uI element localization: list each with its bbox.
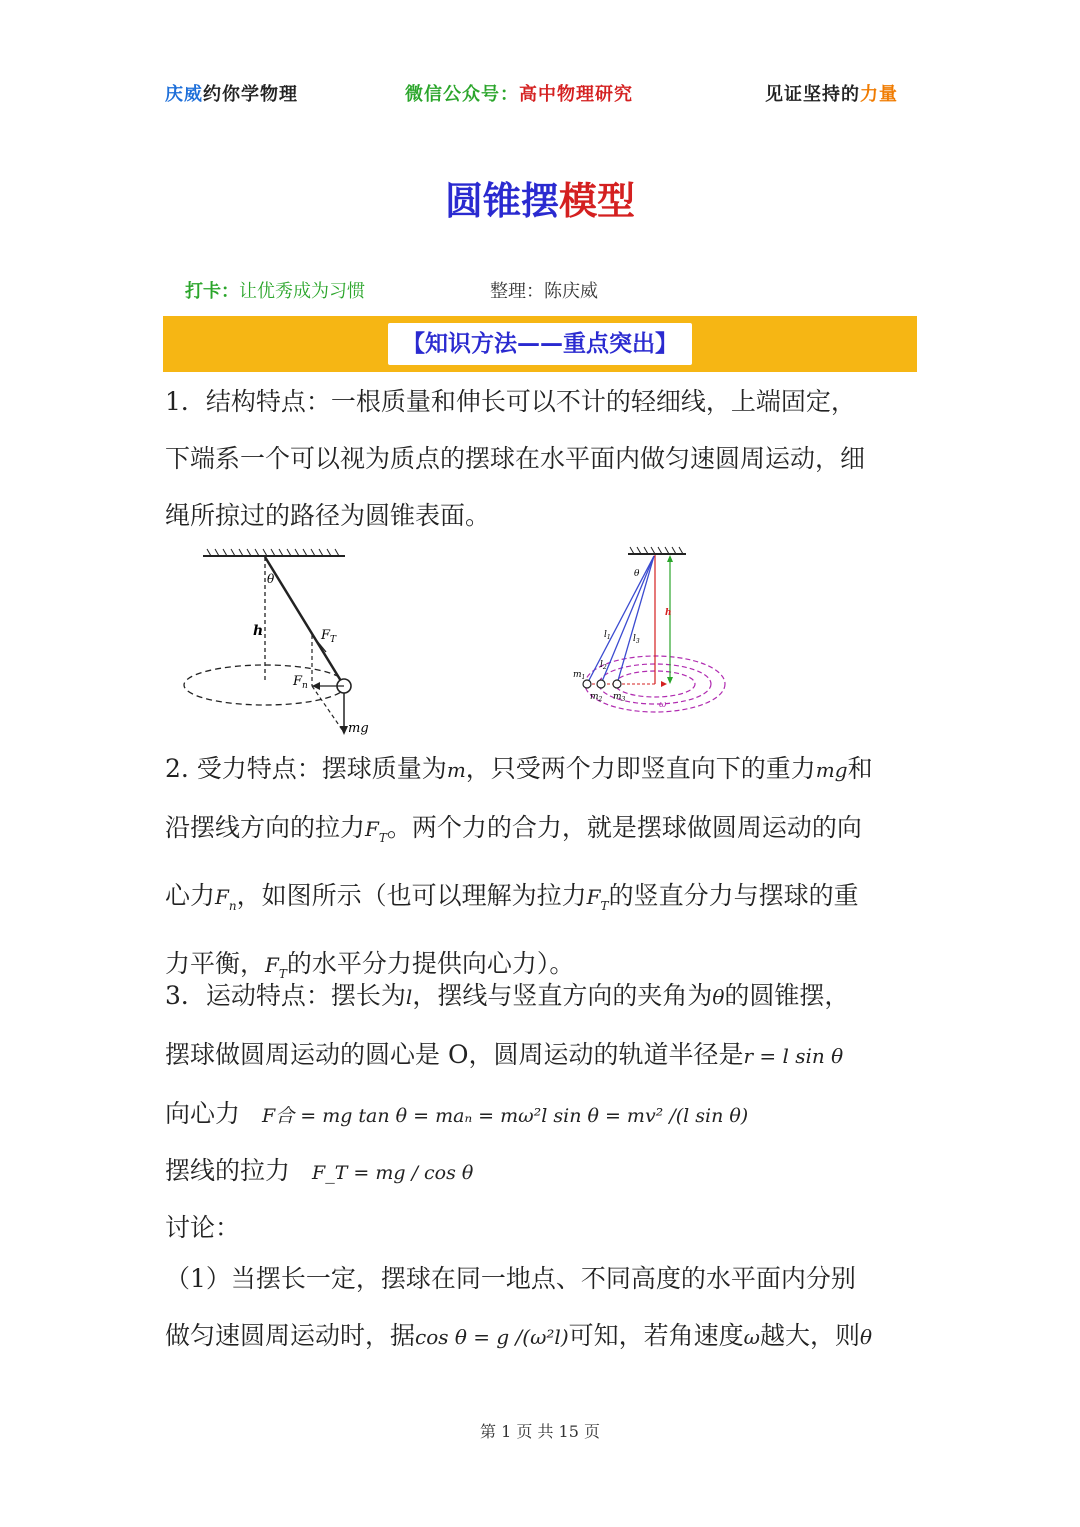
fig2-m3-main: m (613, 692, 622, 702)
fig2-l1-main: l (604, 630, 607, 640)
para2-var-ft-2: F (586, 885, 601, 909)
para4-text-a: 做匀速圆周运动时，据 (165, 1321, 416, 1350)
para2-text-g: ，如图所示（也可以理解为拉力 (236, 881, 587, 910)
fig2-omega-label: ω (659, 700, 667, 710)
fig2-m2-sub: 2 (598, 696, 603, 703)
para3-text-c: 的圆锥摆， (724, 981, 850, 1010)
para2-var-ft-sub: T (378, 831, 387, 845)
fig2-m1-main: m (573, 670, 582, 680)
para2-line2 (165, 799, 917, 867)
para2-text-i: 力平衡， (165, 949, 266, 978)
fig2-l2-label (600, 660, 607, 671)
paragraph-structure (165, 373, 917, 544)
fig2-m3-label (613, 692, 626, 703)
fig2-m1-label (573, 670, 585, 681)
fig1-fn-label (292, 674, 308, 691)
para2-text-e: 。两个力的合力，就是摆球做圆周运动的向 (386, 813, 862, 842)
para3-text-a: 3．运动特点：摆长为 (165, 981, 406, 1010)
para2-line3 (165, 867, 917, 935)
para2-text-c: 和 (847, 754, 873, 783)
fig2-m2-label (590, 692, 603, 703)
fig1-mg-label: mg (348, 721, 369, 736)
fig1-h-label: h (253, 623, 264, 639)
fig1-fn-main: F (293, 674, 303, 689)
para2-text-j: 的水平分力提供向心力）。 (286, 949, 575, 978)
para2-var-fn: F (215, 885, 229, 909)
eq1-label: 向心力 (165, 1099, 241, 1128)
paragraph-motion (165, 967, 917, 1085)
para2-var-ft: F (365, 817, 379, 841)
fig2-m1-sub: 1 (581, 674, 586, 681)
para1-line3: 绳所掠过的路径为圆锥表面。 (165, 501, 491, 530)
para2-text-a: 2. 受力特点：摆球质量为 (165, 754, 447, 783)
para4-var-omega: ω (743, 1325, 760, 1349)
title-part2: 模型 (559, 178, 636, 223)
header-right (765, 80, 898, 106)
para4-line2 (165, 1307, 917, 1366)
fig2-theta-label: θ (634, 569, 640, 579)
header-left-highlight: 庆威 (165, 84, 203, 105)
page-title (0, 170, 1080, 225)
fig2-h-label: h (665, 608, 672, 618)
subheader-right: 整理：陈庆威 (490, 281, 598, 302)
para3-text-d: 摆球做圆周运动的圆心是 O，圆周运动的轨道半径是 (165, 1040, 744, 1069)
header-mid (405, 80, 633, 106)
para2-line1 (165, 740, 917, 799)
subheader-left (185, 277, 365, 303)
equation-tension (165, 1151, 473, 1187)
para2-var-ft-sub-2: T (600, 899, 609, 913)
paragraph-discussion-1 (165, 1250, 917, 1366)
header-mid-account: 高中物理研究 (519, 84, 633, 105)
para4-eq: cos θ = g /(ω²l) (415, 1325, 569, 1349)
para4-var-theta: θ (859, 1325, 873, 1349)
para4-text-b: 可知，若角速度 (568, 1321, 744, 1350)
para2-var-mg: mg (815, 758, 848, 782)
para1-line2: 下端系一个可以视为质点的摆球在水平面内做匀速圆周运动，细 (165, 444, 866, 473)
title-part1: 圆锥摆 (444, 178, 559, 223)
fig2-l3-sub: 3 (635, 638, 640, 645)
fig1-ft-main: F (321, 628, 331, 643)
fig2-l3-label (633, 634, 640, 645)
para1-line1: 1．结构特点：一根质量和伸长可以不计的轻细线，上端固定， (165, 387, 856, 416)
fig2-m2-main: m (590, 692, 599, 702)
section-banner-label: 【知识方法——重点突出】 (388, 323, 692, 365)
fig1-ft-sub: T (330, 635, 337, 645)
para2-var-m: m (446, 758, 466, 782)
para3-text-b: ，摆线与竖直方向的夹角为 (412, 981, 713, 1010)
fig1-theta-label: θ (267, 572, 275, 586)
fig2-l1-label (604, 630, 611, 641)
fig2-l2-sub: 2 (602, 664, 607, 671)
header-left (165, 80, 298, 106)
para3-line2 (165, 1026, 917, 1085)
figure-conical-pendulum-forces (175, 543, 375, 743)
para2-text-b: ，只受两个力即竖直向下的重力 (465, 754, 816, 783)
fig1-fn-sub: n (302, 681, 308, 691)
equation-centripetal (165, 1094, 748, 1130)
para2-text-f: 心力 (165, 881, 216, 910)
para2-var-ft-3: F (265, 953, 279, 977)
paragraph-forces (165, 740, 917, 1003)
fig2-m3-sub: 3 (621, 696, 626, 703)
fig2-l1-sub: 1 (606, 634, 611, 641)
fig2-l3-main: l (633, 634, 636, 644)
header-mid-label: 微信公众号： (405, 84, 519, 105)
para3-line1 (165, 967, 917, 1026)
para3-radius-eq: r = l sin θ (743, 1044, 844, 1068)
subheader-motto: 让优秀成为习惯 (239, 281, 365, 302)
para2-text-d: 沿摆线方向的拉力 (165, 813, 366, 842)
discussion-heading: 讨论： (165, 1213, 241, 1242)
header-right-text: 见证坚持的 (765, 84, 860, 105)
para3-var-theta: θ (712, 985, 725, 1009)
subheader-key: 打卡： (185, 281, 239, 302)
fig2-l2-main: l (600, 660, 603, 670)
eq2-label: 摆线的拉力 (165, 1156, 291, 1185)
para3-var-l: l (405, 985, 413, 1009)
para2-var-ft-sub-3: T (278, 967, 287, 981)
para4-line1: （1）当摆长一定，摆球在同一地点、不同高度的水平面内分别 (165, 1264, 856, 1293)
eq1-formula: F合 = mg tan θ = maₙ = mω²l sin θ = mv² /(l sin θ) (262, 1105, 749, 1127)
eq2-formula: F_T = mg / cos θ (312, 1162, 474, 1184)
header-left-text: 约你学物理 (203, 84, 298, 105)
para2-text-h: 的竖直分力与摆球的重 (608, 881, 859, 910)
page-footer: 第 1 页 共 15 页 (480, 1422, 600, 1441)
header-right-highlight: 力量 (860, 84, 898, 105)
para4-text-c: 越大，则 (759, 1321, 860, 1350)
fig1-ft-label (320, 628, 337, 645)
para2-var-fn-sub: n (228, 899, 237, 913)
figure-multiple-pendulums (570, 543, 740, 723)
